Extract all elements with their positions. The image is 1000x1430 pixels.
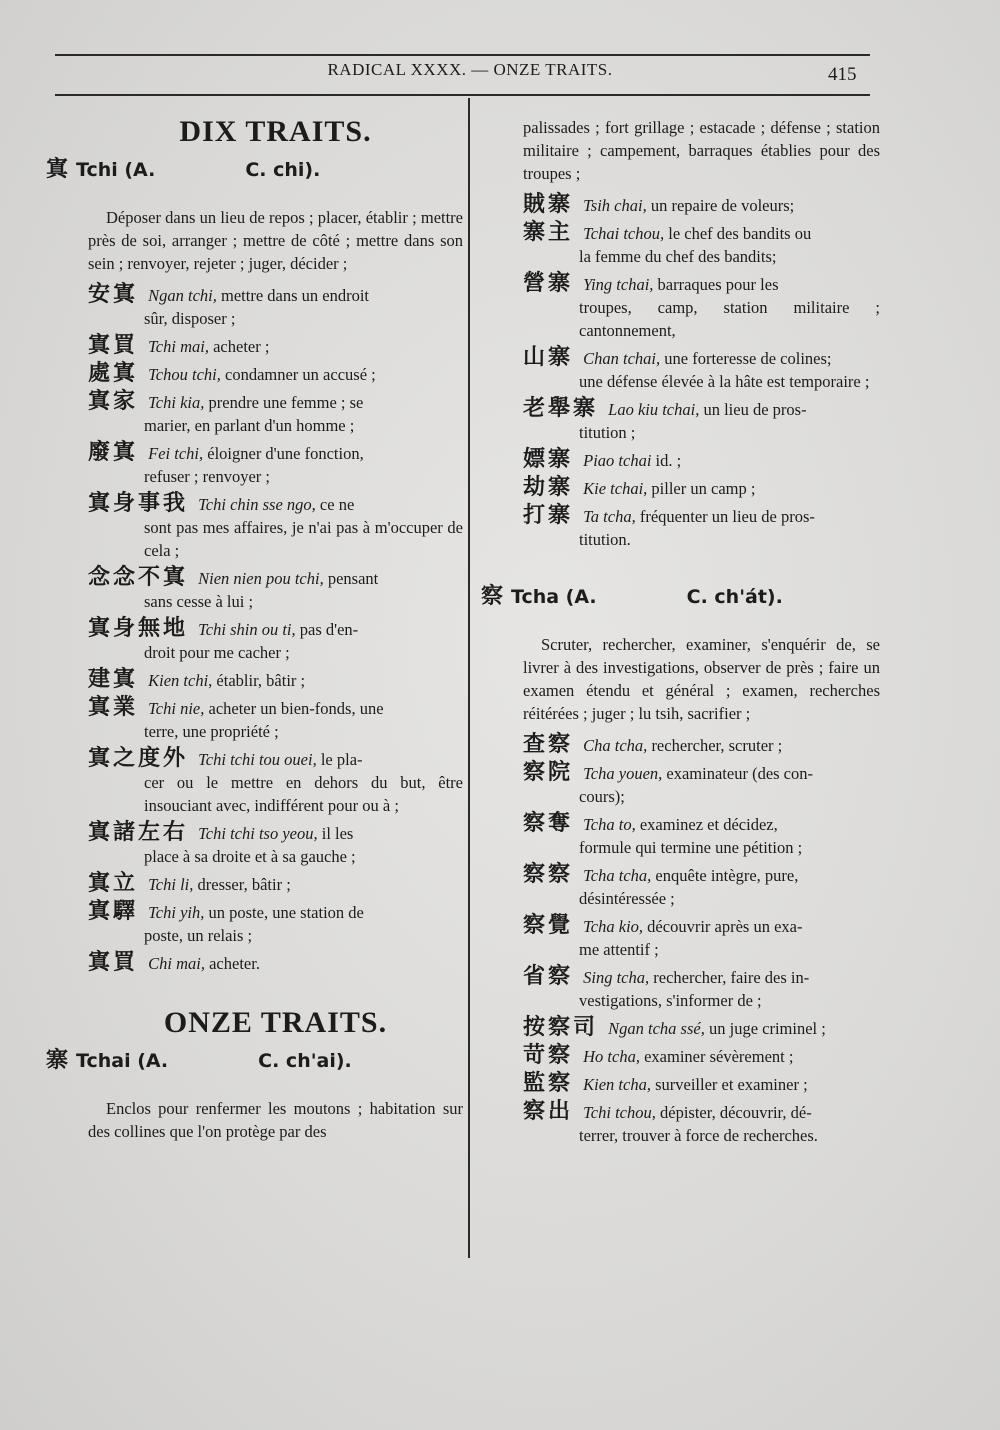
entry-gloss: rechercher, faire des in- — [653, 968, 810, 987]
headword-glyph: 寨 — [46, 1048, 69, 1073]
entry-reading: Kien tcha, — [583, 1075, 651, 1094]
dictionary-entry — [88, 441, 463, 488]
dictionary-entry — [523, 863, 880, 910]
entry-reading: Tchi nie, — [148, 699, 205, 718]
entry-reading: Tcha youen, — [583, 764, 663, 783]
headword-tchi — [46, 158, 463, 182]
dictionary-entry — [523, 914, 880, 961]
dictionary-entry — [523, 1044, 880, 1068]
entry-characters: 廢寘 — [88, 440, 139, 465]
dictionary-entry — [88, 821, 463, 868]
dictionary-entry — [523, 193, 880, 217]
entry-characters: 寘身無地 — [88, 616, 189, 641]
entry-gloss: acheter ; — [213, 337, 270, 356]
headword-c-reading: C. chi). — [245, 159, 321, 181]
entry-gloss-continued: troupes, camp, station militaire ; cantonnement, — [579, 298, 880, 340]
entry-gloss: établir, bâtir ; — [216, 671, 306, 690]
right-column — [481, 116, 880, 1151]
entry-reading: Tchi shin ou ti, — [198, 620, 296, 639]
entry-reading: Tchai tchou, — [583, 224, 665, 243]
entry-reading: Kie tchai, — [583, 479, 648, 498]
entry-reading: Tcha kio, — [583, 917, 644, 936]
entry-reading: Tcha tcha, — [583, 866, 652, 885]
entry-gloss-continued: désintéressée ; — [579, 889, 675, 908]
entry-gloss: le chef des bandits ou — [668, 224, 812, 243]
section-heading-dix-traits: DIX TRAITS. — [179, 115, 372, 148]
headword-c-reading: C. ch'át). — [686, 586, 783, 608]
entry-reading: Sing tcha, — [583, 968, 650, 987]
entry-reading: Tchi li, — [148, 875, 194, 894]
entry-gloss: découvrir après un exa- — [647, 917, 803, 936]
entry-gloss-continued: une défense élevée à la hâte est temporaire ; — [579, 372, 870, 391]
entry-characters: 察出 — [523, 1099, 574, 1124]
dictionary-entry — [88, 696, 463, 743]
entry-reading: Kien tchi, — [148, 671, 213, 690]
entry-gloss: examinez et décidez, — [639, 815, 778, 834]
entry-characters: 安寘 — [88, 282, 139, 307]
headword-romanization: Tchai (A. — [76, 1050, 169, 1072]
header-top-rule — [55, 54, 870, 56]
entry-characters: 建寘 — [88, 667, 139, 692]
entry-gloss-continued: vestigations, s'informer de ; — [579, 991, 762, 1010]
entry-gloss: prendre une femme ; se — [208, 393, 364, 412]
entry-reading: Tchi tchi tso yeou, — [198, 824, 318, 843]
entry-gloss: un repaire de voleurs; — [650, 196, 795, 215]
headword-glyph: 察 — [481, 584, 504, 609]
dictionary-entry — [523, 397, 880, 444]
dictionary-entry — [523, 761, 880, 808]
headword-romanization: Tcha (A. — [511, 586, 597, 608]
entry-characters: 寘諸左右 — [88, 820, 189, 845]
dictionary-entry — [88, 283, 463, 330]
column-divider — [468, 98, 470, 1258]
entry-list-tcha — [523, 733, 880, 1147]
dictionary-entry — [523, 812, 880, 859]
entry-gloss: acheter un bien-fonds, une — [208, 699, 384, 718]
dictionary-entry — [88, 334, 463, 358]
dictionary-entry — [88, 362, 463, 386]
entry-gloss-continued: sûr, disposer ; — [144, 309, 236, 328]
entry-gloss: enquête intègre, pure, — [655, 866, 799, 885]
entry-reading: Tchi chin sse ngo, — [198, 495, 316, 514]
entry-characters: 寘業 — [88, 695, 139, 720]
entry-gloss: condamner un accusé ; — [225, 365, 376, 384]
entry-reading: Ying tchai, — [583, 275, 654, 294]
headword-definition: Déposer dans un lieu de repos ; placer, établir ; mettre près de soi, arranger ; mettre de côté ; mettre dans son sein ; renvoyer, rejeter ; juger, décider ; — [88, 208, 463, 273]
entry-reading: Tchi yih, — [148, 903, 205, 922]
entry-gloss: un juge criminel ; — [708, 1019, 826, 1038]
entry-gloss: mettre dans un endroit — [221, 286, 370, 305]
entry-reading: Tsih chai, — [583, 196, 647, 215]
entry-characters: 省察 — [523, 964, 574, 989]
entry-list-dix-traits — [88, 283, 463, 975]
entry-list-tchai — [523, 193, 880, 551]
left-column — [46, 108, 463, 1151]
entry-gloss-continued: cer ou le mettre en dehors du but, être insouciant avec, indifférent pour ou à ; — [144, 773, 463, 815]
entry-gloss-continued: terrer, trouver à force de recherches. — [579, 1126, 818, 1145]
headword-definition: Scruter, rechercher, examiner, s'enquérir de, se livrer à des investigations, observer de près ; faire un examen étendu et général ; examen, recherches réitérées ; juger ; lu tsih, sacrifier ; — [523, 635, 880, 723]
entry-characters: 念念不寘 — [88, 565, 189, 590]
entry-characters: 寘買 — [88, 950, 139, 975]
dictionary-entry — [88, 747, 463, 817]
entry-characters: 查察 — [523, 732, 574, 757]
dictionary-entry — [523, 1016, 880, 1040]
headword-c-reading: C. ch'ai). — [258, 1050, 352, 1072]
entry-gloss-continued: me attentif ; — [579, 940, 659, 959]
dictionary-entry — [88, 668, 463, 692]
entry-characters: 察察 — [523, 862, 574, 887]
entry-gloss: rechercher, scruter ; — [651, 736, 783, 755]
dictionary-entry — [88, 566, 463, 613]
entry-reading: Tchi mai, — [148, 337, 209, 356]
entry-reading: Ngan tcha ssé, — [608, 1019, 705, 1038]
headword-tchai — [46, 1049, 463, 1073]
entry-gloss-continued: titution ; — [579, 423, 636, 442]
headword-tcha — [481, 585, 880, 609]
entry-gloss: dépister, découvrir, dé- — [660, 1103, 812, 1122]
entry-reading: Chi mai, — [148, 954, 205, 973]
dictionary-entry — [523, 1072, 880, 1096]
entry-reading: Cha tcha, — [583, 736, 648, 755]
dictionary-entry — [88, 390, 463, 437]
dictionary-entry — [88, 492, 463, 562]
entry-characters: 寘驛 — [88, 899, 139, 924]
entry-characters: 苛察 — [523, 1043, 574, 1068]
entry-reading: Tcha to, — [583, 815, 636, 834]
continued-definition: palissades ; fort grillage ; estacade ; défense ; station militaire ; campement, barraques établies pour des troupes ; — [523, 118, 880, 183]
entry-characters: 劫寨 — [523, 475, 574, 500]
entry-reading: Ngan tchi, — [148, 286, 217, 305]
entry-gloss: piller un camp ; — [651, 479, 756, 498]
entry-gloss: pas d'en- — [299, 620, 359, 639]
entry-characters: 寘之度外 — [88, 746, 189, 771]
headword-romanization: Tchi (A. — [76, 159, 156, 181]
dictionary-entry — [523, 346, 880, 393]
entry-gloss-continued: refuser ; renvoyer ; — [144, 467, 270, 486]
entry-characters: 山寨 — [523, 345, 574, 370]
dictionary-entry — [88, 900, 463, 947]
dictionary-entry — [523, 221, 880, 268]
dictionary-entry — [523, 448, 880, 472]
entry-gloss-continued: terre, une propriété ; — [144, 722, 279, 741]
entry-gloss: examiner sévèrement ; — [644, 1047, 794, 1066]
dictionary-entry — [523, 476, 880, 500]
entry-reading: Ho tcha, — [583, 1047, 640, 1066]
entry-reading: Tchi tchi tou ouei, — [198, 750, 317, 769]
entry-characters: 按察司 — [523, 1015, 599, 1040]
entry-gloss: barraques pour les — [657, 275, 779, 294]
entry-gloss: une forteresse de colines; — [664, 349, 832, 368]
entry-gloss: dresser, bâtir ; — [197, 875, 291, 894]
entry-reading: Tchou tchi, — [148, 365, 221, 384]
dictionary-entry — [523, 965, 880, 1012]
entry-gloss: éloigner d'une fonction, — [207, 444, 364, 463]
entry-gloss-continued: droit pour me cacher ; — [144, 643, 290, 662]
entry-gloss-continued: titution. — [579, 530, 631, 549]
dictionary-entry — [523, 1100, 880, 1147]
dictionary-entry — [523, 272, 880, 342]
entry-gloss: acheter. — [209, 954, 260, 973]
entry-gloss-continued: poste, un relais ; — [144, 926, 253, 945]
entry-gloss-continued: la femme du chef des bandits; — [579, 247, 777, 266]
entry-reading: Lao kiu tchai, — [608, 400, 700, 419]
dictionary-entry — [523, 504, 880, 551]
entry-reading: Piao tchai — [583, 451, 652, 470]
running-header: RADICAL XXXX. — ONZE TRAITS. — [327, 60, 613, 79]
entry-gloss-continued: formule qui termine une pétition ; — [579, 838, 803, 857]
entry-characters: 監察 — [523, 1071, 574, 1096]
dictionary-entry — [88, 872, 463, 896]
entry-reading: Tchi tchou, — [583, 1103, 656, 1122]
entry-characters: 察覺 — [523, 913, 574, 938]
entry-gloss-continued: cours); — [579, 787, 625, 806]
entry-characters: 打寨 — [523, 503, 574, 528]
entry-gloss: un lieu de pros- — [703, 400, 807, 419]
entry-gloss: id. ; — [655, 451, 682, 470]
entry-reading: Nien nien pou tchi, — [198, 569, 324, 588]
entry-characters: 嫖寨 — [523, 447, 574, 472]
headword-definition: Enclos pour renfermer les moutons ; habitation sur des collines que l'on protège par des — [88, 1099, 463, 1141]
page-number: 415 — [828, 64, 857, 85]
entry-gloss-continued: place à sa droite et à sa gauche ; — [144, 847, 356, 866]
entry-gloss: ce ne — [319, 495, 355, 514]
dictionary-entry — [88, 617, 463, 664]
header-bottom-rule — [55, 94, 870, 96]
entry-characters: 寘身事我 — [88, 491, 189, 516]
entry-characters: 察奪 — [523, 811, 574, 836]
entry-characters: 老舉寨 — [523, 396, 599, 421]
dictionary-entry — [88, 951, 463, 975]
entry-characters: 寘家 — [88, 389, 139, 414]
entry-gloss: le pla- — [320, 750, 363, 769]
entry-gloss: examinateur (des con- — [666, 764, 814, 783]
entry-characters: 察院 — [523, 760, 574, 785]
entry-gloss-continued: sans cesse à lui ; — [144, 592, 254, 611]
entry-characters: 寘買 — [88, 333, 139, 358]
entry-gloss: fréquenter un lieu de pros- — [639, 507, 815, 526]
entry-gloss-continued: sont pas mes affaires, je n'ai pas à m'occuper de cela ; — [144, 518, 463, 560]
entry-characters: 營寨 — [523, 271, 574, 296]
entry-characters: 處寘 — [88, 361, 139, 386]
headword-glyph: 寘 — [46, 157, 69, 182]
entry-gloss: un poste, une station de — [208, 903, 364, 922]
entry-gloss: surveiller et examiner ; — [655, 1075, 808, 1094]
entry-gloss-continued: marier, en parlant d'un homme ; — [144, 416, 355, 435]
dictionary-entry — [523, 733, 880, 757]
section-heading-onze-traits: ONZE TRAITS. — [163, 1006, 388, 1039]
entry-reading: Tchi kia, — [148, 393, 205, 412]
entry-reading: Ta tcha, — [583, 507, 636, 526]
entry-reading: Fei tchi, — [148, 444, 204, 463]
entry-reading: Chan tchai, — [583, 349, 661, 368]
entry-gloss: pensant — [327, 569, 379, 588]
entry-characters: 賊寨 — [523, 192, 574, 217]
entry-gloss: il les — [321, 824, 354, 843]
entry-characters: 寘立 — [88, 871, 139, 896]
entry-characters: 寨主 — [523, 220, 574, 245]
